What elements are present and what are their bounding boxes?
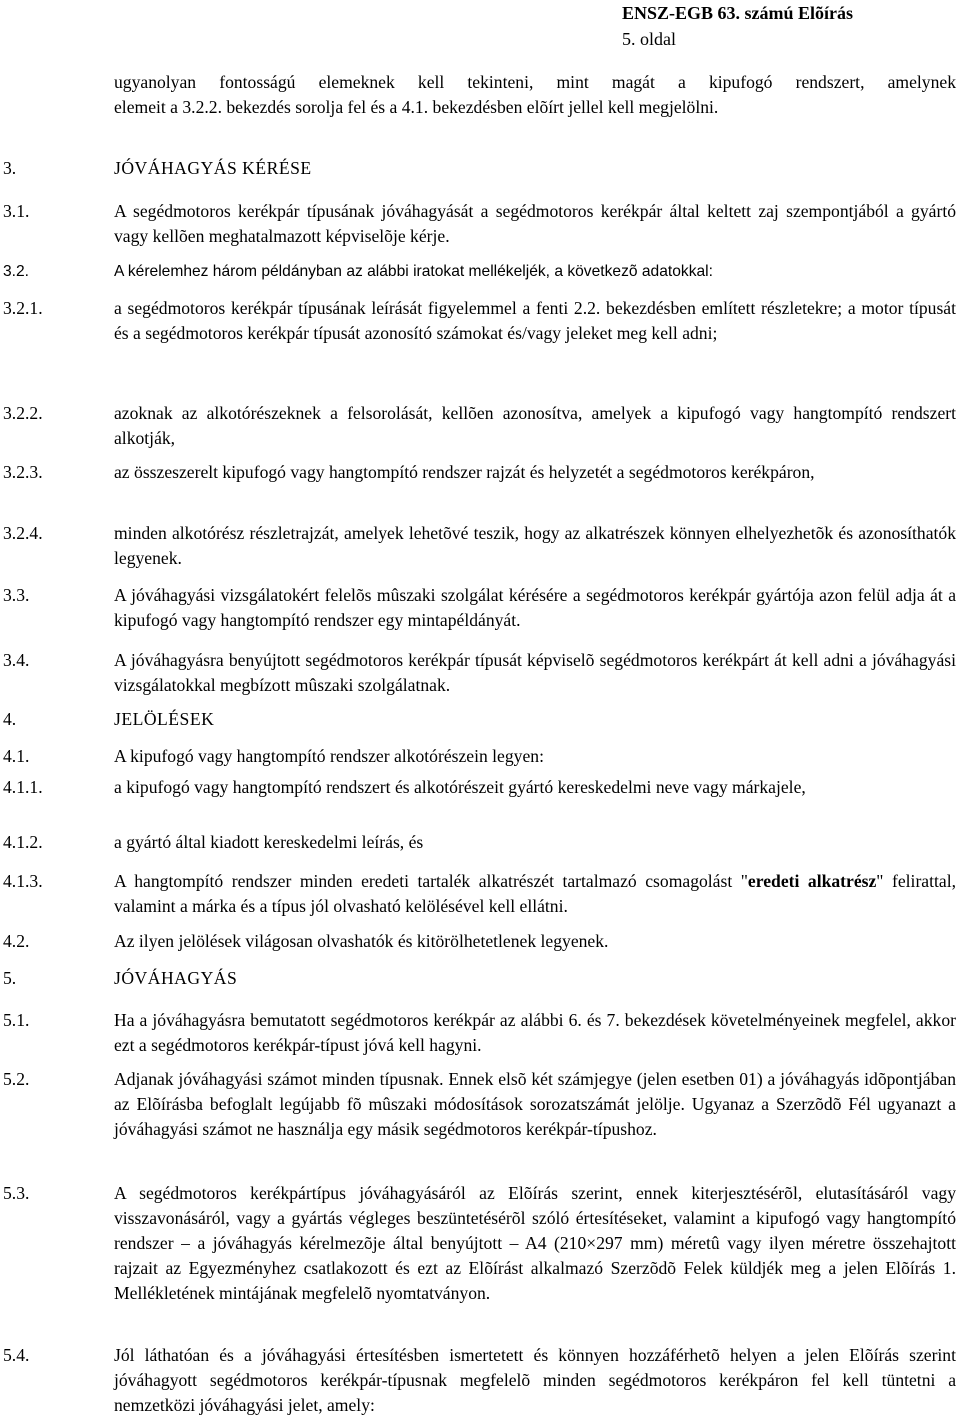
- paragraph-text: azoknak az alkotórészeknek a felsorolását, kellõen azonosítva, amelyek a kipufogó vagy hangtompító rendszert alkotják,: [114, 403, 956, 448]
- paragraph-text: A kérelemhez három példányban az alábbi iratokat mellékeljék, a következõ adatokkal:: [114, 263, 713, 280]
- intro-paragraph: [114, 70, 956, 120]
- text-before: A hangtompító rendszer minden eredeti tartalék alkatrészét tartalmazó csomagolást ": [114, 871, 748, 891]
- paragraph-number: 4.1.2.: [3, 832, 43, 852]
- paragraph-text: A jóváhagyási vizsgálatokért felelõs mûszaki szolgálat kérésére a segédmotoros kerékpár gyártója azon felül adja át a kipufogó vagy hangtompító rendszer egy mintapéldányát.: [114, 585, 956, 630]
- paragraph-text: A jóváhagyásra benyújtott segédmotoros kerékpár típusát képviselõ segédmotoros kerékpárt át kell adni a jóváhagyási vizsgálatokkal megbízott mûszaki szolgálatnak.: [114, 650, 956, 695]
- paragraph-number: 3.2.4.: [3, 523, 43, 543]
- paragraph-number: 3.1.: [3, 201, 30, 221]
- intro-line-1: ugyanolyan fontosságú elemeknek kell tekinteni, mint magát a kipufogó rendszert, amelynek: [114, 72, 956, 92]
- intro-line-2: elemeit a 3.2.2. bekezdés sorolja fel és a 4.1. bekezdésben elõírt jellel kell megjelölni.: [114, 97, 719, 117]
- paragraph-number: 3.3.: [3, 585, 30, 605]
- section-title: JÓVÁHAGYÁS: [114, 968, 238, 988]
- paragraph-number: 3.2.: [3, 263, 30, 280]
- paragraph-text: A kipufogó vagy hangtompító rendszer alkotórészein legyen:: [114, 746, 544, 766]
- paragraph-text: a segédmotoros kerékpár típusának leírását figyelemmel a fenti 2.2. bekezdésben említett részletekre; a motor típusát és a segédmotoros kerékpár típusát azonosító számokat és/vagy jeleket meg kell adni;: [114, 298, 956, 343]
- page-number: 5. oldal: [622, 29, 676, 49]
- document-title: ENSZ-EGB 63. számú Elõírás: [622, 3, 854, 23]
- section-number: 3.: [3, 158, 17, 178]
- paragraph-text: A segédmotoros kerékpár típusának jóváhagyását a segédmotoros kerékpár által keltett zaj szempontjából a gyártó vagy kellõen meghatalmazott képviselõje kérje.: [114, 201, 956, 246]
- section-title: JELÖLÉSEK: [114, 709, 215, 729]
- paragraph-number: 3.4.: [3, 650, 30, 670]
- paragraph-number: 3.2.2.: [3, 403, 43, 423]
- paragraph-number: 5.2.: [3, 1069, 30, 1089]
- paragraph-text: [114, 869, 956, 919]
- paragraph-text: A segédmotoros kerékpártípus jóváhagyásáról az Elõírás szerint, ennek kiterjesztésérõl, elutasításáról vagy visszavonásáról, vagy a gyártás végleges beszüntetésérõl szóló értesítéseket, valamint a kipufogó vagy hangtompító rendszer – a jóváhagyás kérelmezõje által benyújtott – A4 (210×297 mm) méretû vagy ilyen méretre összehajtott rajzait az Egyezményhez csatlakozott és ezt az Elõírást alkalmazó Szerzõdõ Felek küldjék meg a jelen Elõírás 1. Mellékletének mintájának megfelelõ nyomtatványon.: [114, 1183, 956, 1303]
- paragraph-text: Az ilyen jelölések világosan olvashatók és kitörölhetetlenek legyenek.: [114, 931, 609, 951]
- page-header: [622, 0, 853, 52]
- paragraph-number: 3.2.3.: [3, 462, 43, 482]
- section-number: 4.: [3, 709, 17, 729]
- paragraph-number: 4.2.: [3, 931, 30, 951]
- paragraph-text: minden alkotórész részletrajzát, amelyek lehetõvé teszik, hogy az alkatrészek könnyen elhelyezhetõk és azonosíthatók legyenek.: [114, 523, 956, 568]
- paragraph-text: az összeszerelt kipufogó vagy hangtompító rendszer rajzát és helyzetét a segédmotoros kerékpáron,: [114, 462, 815, 482]
- section-number: 5.: [3, 968, 17, 988]
- text-after: " felirattal, valamint a márka és a típus jól olvasható kelölésével kell ellátni.: [114, 871, 956, 916]
- paragraph-number: 4.1.: [3, 746, 30, 766]
- paragraph-text: a gyártó által kiadott kereskedelmi leírás, és: [114, 832, 424, 852]
- paragraph-text: Ha a jóváhagyásra bemutatott segédmotoros kerékpár az alábbi 6. és 7. bekezdések követelményeinek megfelel, akkor ezt a segédmotoros kerékpár-típust jóvá kell hagyni.: [114, 1010, 956, 1055]
- paragraph-text: Adjanak jóváhagyási számot minden típusnak. Ennek elsõ két számjegye (jelen esetben 01) a jóváhagyás idõpontjában az Elõírásba befoglalt legújabb fõ mûszaki módosítások sorozatszámát jelölje. Ugyanaz a Szerzõdõ Fél ugyanazt a jóváhagyási számot ne használja egy másik segédmotoros kerékpár-típushoz.: [114, 1069, 956, 1139]
- paragraph-text: a kipufogó vagy hangtompító rendszert és alkotórészeit gyártó kereskedelmi neve vagy márkajele,: [114, 777, 806, 797]
- bold-term: eredeti alkatrész: [747, 871, 877, 891]
- paragraph-number: 3.2.1.: [3, 298, 43, 318]
- paragraph-number: 5.3.: [3, 1183, 30, 1203]
- paragraph-number: 4.1.3.: [3, 871, 43, 891]
- paragraph-text: Jól láthatóan és a jóváhagyási értesítésben ismertetett és könnyen hozzáférhetõ helyen a jelen Elõírás szerint jóváhagyott segédmotoros kerékpár-típusnak megfelelõ minden segédmotoros kerékpáron fel kell tüntetni a nemzetközi jóváhagyási jelet, amely:: [114, 1345, 956, 1415]
- paragraph-number: 5.1.: [3, 1010, 30, 1030]
- paragraph-number: 5.4.: [3, 1345, 30, 1365]
- section-title: JÓVÁHAGYÁS KÉRÉSE: [114, 158, 312, 178]
- paragraph-number: 4.1.1.: [3, 777, 43, 797]
